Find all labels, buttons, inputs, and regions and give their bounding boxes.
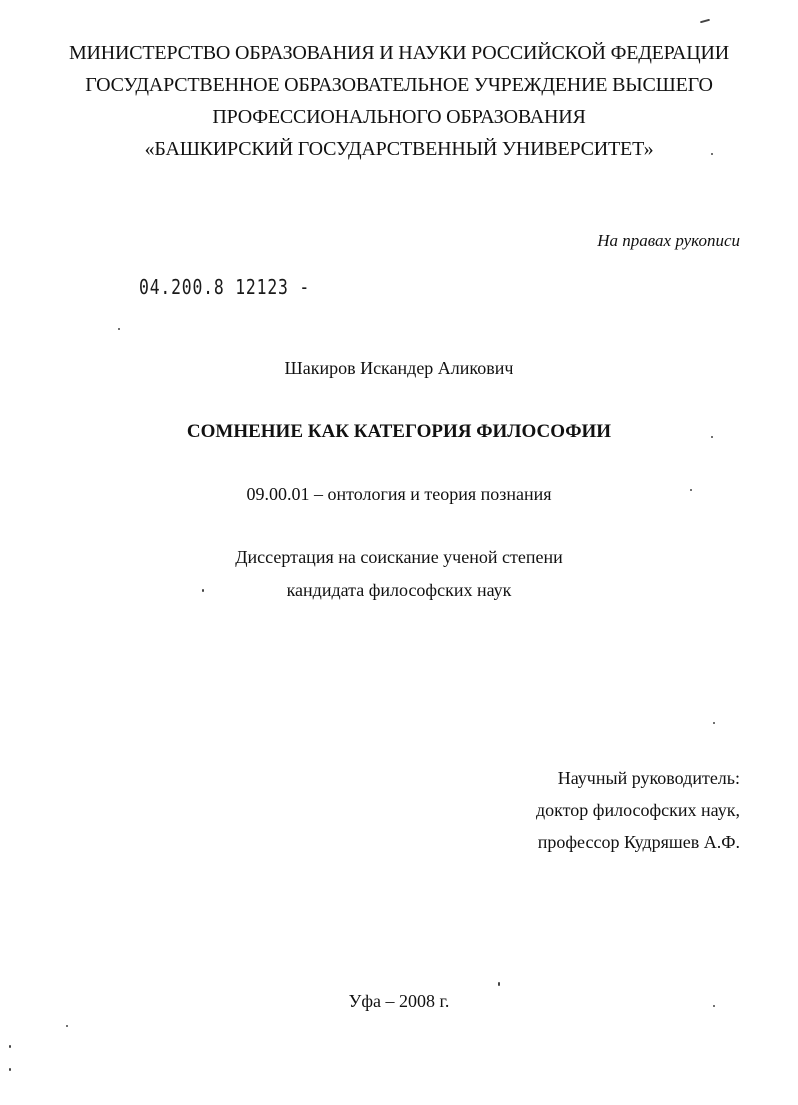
ministry-line: МИНИСТЕРСТВО ОБРАЗОВАНИЯ И НАУКИ РОССИЙСКОЙ ФЕДЕРАЦИИ [68, 42, 730, 64]
author-name: Шакиров Искандер Аликович [284, 358, 514, 378]
scan-speck [711, 436, 713, 438]
supervisor-label: Научный руководитель: [557, 768, 740, 788]
scan-speck [711, 153, 713, 155]
university-name-line: «БАШКИРСКИЙ ГОСУДАРСТВЕННЫЙ УНИВЕРСИТЕТ» [144, 138, 654, 160]
scan-speck [9, 1045, 11, 1048]
specialty-code: 09.00.01 – онтология и теория познания [246, 484, 552, 504]
supervisor-degree: доктор философских наук, [536, 800, 740, 820]
scan-speck [713, 722, 715, 724]
scan-speck [690, 489, 692, 491]
archive-number-stamp: 04.200.8 12123 - [139, 275, 311, 299]
scan-speck [9, 1068, 11, 1071]
education-level-line: ПРОФЕССИОНАЛЬНОГО ОБРАЗОВАНИЯ [212, 106, 586, 128]
scan-speck [66, 1025, 68, 1027]
manuscript-rights-note: На правах рукописи [597, 231, 740, 250]
scan-speck [713, 1005, 715, 1007]
institution-type-line: ГОСУДАРСТВЕННОЕ ОБРАЗОВАТЕЛЬНОЕ УЧРЕЖДЕНИЕ ВЫСШЕГО [85, 74, 713, 96]
supervisor-name: профессор Кудряшев А.Ф. [537, 832, 740, 852]
degree-line-2: кандидата философских наук [286, 580, 512, 600]
place-and-year: Уфа – 2008 г. [348, 991, 450, 1011]
degree-line-1: Диссертация на соискание ученой степени [235, 547, 563, 567]
scan-speck [498, 982, 500, 986]
scan-speck [202, 589, 204, 592]
scan-speck [700, 19, 710, 24]
scan-speck [118, 328, 120, 330]
dissertation-title: СОМНЕНИЕ КАК КАТЕГОРИЯ ФИЛОСОФИИ [186, 421, 612, 442]
